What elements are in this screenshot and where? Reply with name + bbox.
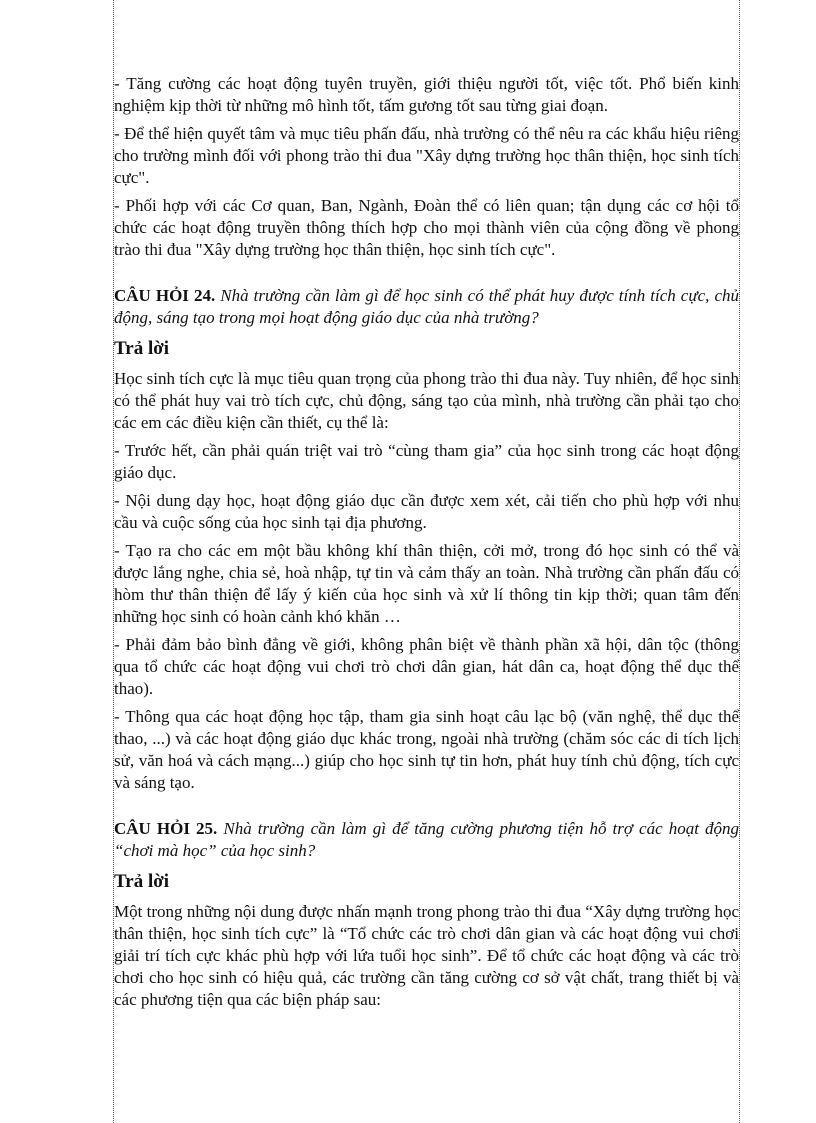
question-label: CÂU HỎI 24.	[114, 286, 216, 305]
document-body	[114, 73, 739, 1017]
paragraph: - Để thể hiện quyết tâm và mục tiêu phấn đấu, nhà trường có thể nêu ra các khẩu hiệu riêng cho trường mình đối với phong trào thi đua "Xây dựng trường học thân thiện, học sinh tích cực".	[114, 124, 739, 187]
paragraph: - Tăng cường các hoạt động tuyên truyền, giới thiệu người tốt, việc tốt. Phổ biến kinh nghiệm kịp thời từ những mô hình tốt, tấm gương tốt sau từng giai đoạn.	[114, 74, 739, 115]
right-margin-guide	[739, 0, 740, 1123]
question-label: CÂU HỎI 25.	[114, 819, 218, 838]
paragraph: - Thông qua các hoạt động học tập, tham gia sinh hoạt câu lạc bộ (văn nghệ, thể dục thể thao, ...) và các hoạt động giáo dục khác trong, ngoài nhà trường (chăm sóc các di tích lịch sử, văn hoá và cách mạng...) giúp cho học sinh tự tin hơn, phát huy tính chủ động, tích cực và sáng tạo.	[114, 707, 739, 792]
paragraph: Học sinh tích cực là mục tiêu quan trọng của phong trào thi đua này. Tuy nhiên, để học sinh có thể phát huy vai trò tích cực, chủ động, sáng tạo của mình, nhà trường cần phải tạo cho các em các điều kiện cần thiết, cụ thể là:	[114, 369, 739, 432]
question-text: Nhà trường cần làm gì để học sinh có thể phát huy được tính tích cực, chủ động, sáng tạo trong mọi hoạt động giáo dục của nhà trường?	[114, 286, 739, 327]
answer-heading: Trả lời	[114, 338, 170, 359]
paragraph: - Tạo ra cho các em một bầu không khí thân thiện, cởi mở, trong đó học sinh có thể và được lắng nghe, chia sẻ, hoà nhập, tự tin và cảm thấy an toàn. Nhà trường cần phấn đấu có hòm thư thân thiện để lấy ý kiến của học sinh và xử lí thông tin kịp thời; quan tâm đến những học sinh có hoàn cảnh khó khăn …	[114, 541, 739, 626]
paragraph: Một trong những nội dung được nhấn mạnh trong phong trào thi đua “Xây dựng trường học thân thiện, học sinh tích cực” là “Tổ chức các trò chơi dân gian và các hoạt động vui chơi giải trí tích cực khác phù hợp với lứa tuổi học sinh”. Để tổ chức các hoạt động và các trò chơi cho học sinh có hiệu quả, các trường cần tăng cường cơ sở vật chất, trang thiết bị và các phương tiện qua các biện pháp sau:	[114, 902, 739, 1009]
answer-heading: Trả lời	[114, 871, 170, 892]
question-25	[114, 818, 739, 862]
paragraph: - Phải đảm bảo bình đẳng về giới, không phân biệt về thành phần xã hội, dân tộc (thông qua tổ chức các hoạt động vui chơi trò chơi dân gian, hát dân ca, hoạt động thể dục thể thao).	[114, 635, 739, 698]
question-24	[114, 285, 739, 329]
paragraph: - Nội dung dạy học, hoạt động giáo dục cần được xem xét, cải tiến cho phù hợp với nhu cầu và cuộc sống của học sinh tại địa phương.	[114, 491, 739, 532]
paragraph: - Trước hết, cần phải quán triệt vai trò “cùng tham gia” của học sinh trong các hoạt động giáo dục.	[114, 441, 739, 482]
paragraph: - Phối hợp với các Cơ quan, Ban, Ngành, Đoàn thể có liên quan; tận dụng các cơ hội tổ chức các hoạt động truyền thông thích hợp cho mọi thành viên của cộng đồng về phong trào thi đua "Xây dựng trường học thân thiện, học sinh tích cực".	[114, 196, 739, 259]
question-text: Nhà trường cần làm gì để tăng cường phương tiện hỗ trợ các hoạt động “chơi mà học” của học sinh?	[114, 819, 739, 860]
